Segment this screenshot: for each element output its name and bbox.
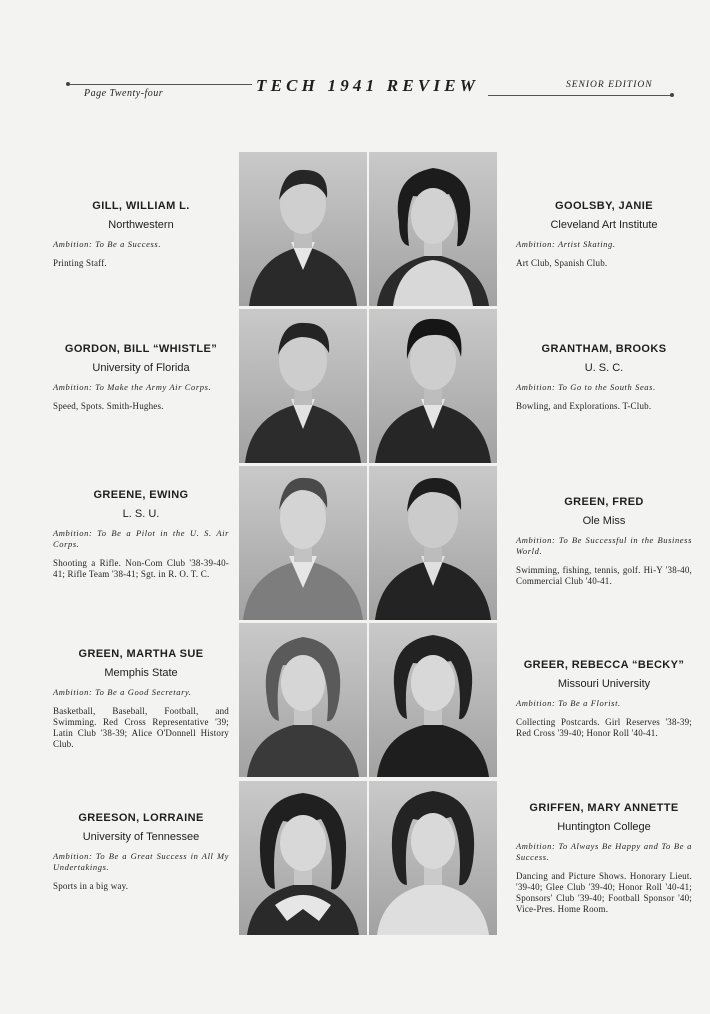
student-entry — [53, 489, 229, 580]
student-activities: Printing Staff. — [53, 258, 107, 268]
student-name: GREEN, MARTHA SUE — [78, 648, 204, 660]
student-activities: Art Club, Spanish Club. — [516, 258, 608, 268]
student-name: GORDON, BILL “WHISTLE” — [64, 343, 218, 355]
student-college: University of Tennessee — [82, 831, 200, 843]
publication-masthead: TECH 1941 REVIEW — [256, 76, 480, 95]
student-college: Memphis State — [104, 667, 178, 679]
student-portrait-photo — [239, 152, 367, 306]
edition-label: SENIOR EDITION — [566, 80, 653, 90]
student-entry — [516, 200, 692, 269]
student-entry — [516, 343, 692, 412]
student-entry — [516, 496, 692, 587]
student-activities: Shooting a Rifle. Non-Com Club '38-39-40-41; Rifle Team '38-41; Sgt. in R. O. T. C. — [53, 558, 229, 579]
student-activities: Dancing and Picture Shows. Honorary Lieut. '39-40; Glee Club '39-40; Honor Roll '40-41; Sponsors' Club '39-40; Football Sponsor '40; Vice-Pres. Home Room. — [516, 871, 692, 914]
student-portrait-photo — [369, 309, 497, 463]
student-college: Northwestern — [108, 219, 174, 231]
student-ambition: Ambition: To Be a Florist. — [516, 698, 621, 708]
student-portrait-photo — [239, 781, 367, 935]
student-entry — [53, 812, 229, 892]
student-college: Missouri University — [557, 678, 651, 690]
student-ambition: Ambition: To Go to the South Seas. — [516, 382, 656, 392]
student-ambition: Ambition: To Be Successful in the Business World. — [516, 535, 692, 556]
student-name: GREESON, LORRAINE — [78, 812, 204, 824]
student-portrait-photo — [369, 781, 497, 935]
student-entry — [53, 343, 229, 412]
student-college: Huntington College — [557, 821, 651, 833]
student-name: GRANTHAM, BROOKS — [541, 343, 667, 355]
student-activities: Collecting Postcards. Girl Reserves '38-39; Red Cross '39-40; Honor Roll '40-41. — [516, 717, 692, 738]
student-portrait-photo — [239, 309, 367, 463]
student-entry — [516, 802, 692, 915]
student-name: GOOLSBY, JANIE — [555, 200, 653, 212]
student-portrait-photo — [239, 466, 367, 620]
student-entry — [53, 648, 229, 750]
student-activities: Basketball, Baseball, Football, and Swimming. Red Cross Representative '39; Latin Club '38-39; Alice O'Donnell History Club. — [53, 706, 229, 749]
student-portrait-photo — [239, 623, 367, 777]
student-ambition: Ambition: To Be a Great Success in All My Undertakings. — [53, 851, 229, 872]
student-name: GREENE, EWING — [93, 489, 189, 501]
student-college: University of Florida — [92, 362, 190, 374]
student-ambition: Ambition: To Be a Success. — [53, 239, 162, 249]
student-college: Ole Miss — [582, 515, 626, 527]
student-college: U. S. C. — [584, 362, 624, 374]
student-name: GILL, WILLIAM L. — [92, 200, 190, 212]
student-college: Cleveland Art Institute — [550, 219, 658, 231]
student-activities: Sports in a big way. — [53, 881, 129, 891]
student-portrait-photo — [369, 152, 497, 306]
student-entry — [53, 200, 229, 269]
student-ambition: Ambition: To Make the Army Air Corps. — [53, 382, 212, 392]
student-name: GREER, REBECCA “BECKY” — [523, 659, 685, 671]
student-portrait-photo — [369, 466, 497, 620]
student-ambition: Ambition: To Be a Good Secretary. — [53, 687, 192, 697]
student-name: GREEN, FRED — [564, 496, 644, 508]
student-ambition: Ambition: To Be a Pilot in the U. S. Air Corps. — [53, 528, 229, 549]
student-name: GRIFFEN, MARY ANNETTE — [529, 802, 679, 814]
student-portrait-photo — [369, 623, 497, 777]
student-activities: Bowling, and Explorations. T-Club. — [516, 401, 652, 411]
student-ambition: Ambition: Artist Skating. — [516, 239, 616, 249]
student-activities: Swimming, fishing, tennis, golf. Hi-Y '38-40, Commercial Club '40-41. — [516, 565, 692, 586]
student-ambition: Ambition: To Always Be Happy and To Be a Success. — [516, 841, 692, 862]
page-number: Page Twenty-four — [84, 88, 164, 99]
student-college: L. S. U. — [122, 508, 160, 520]
student-activities: Speed, Spots. Smith-Hughes. — [53, 401, 164, 411]
student-entry — [516, 659, 692, 739]
